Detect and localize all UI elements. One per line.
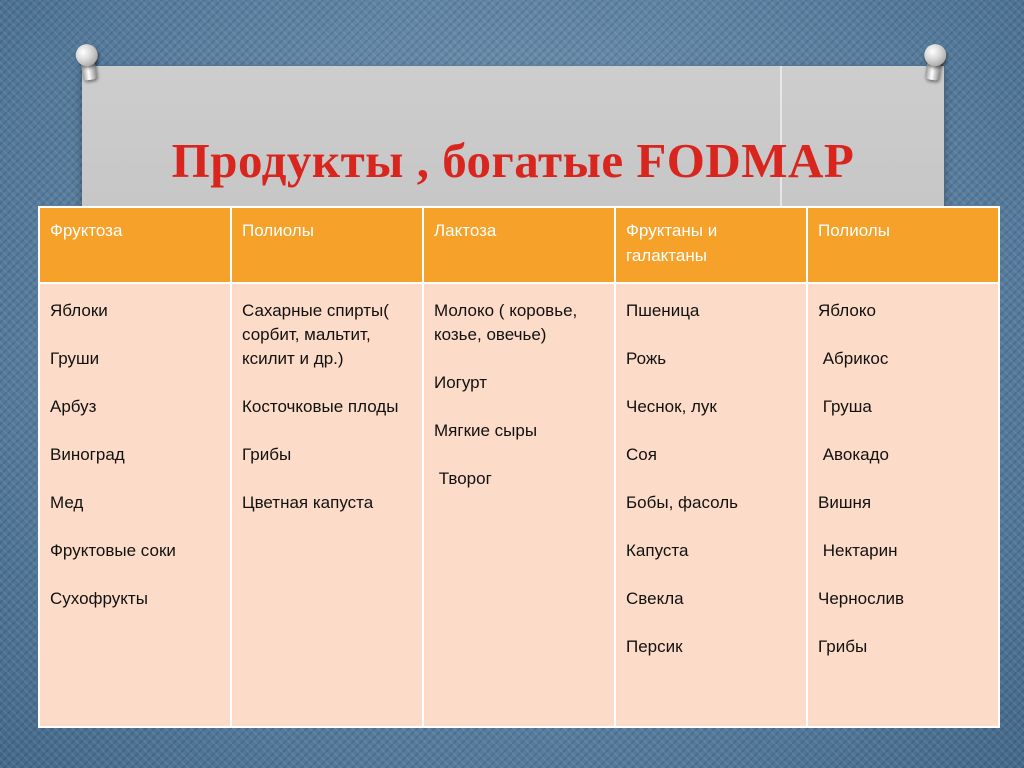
list-item: Чеснок, лук bbox=[626, 397, 717, 416]
pushpin-left-icon bbox=[71, 42, 104, 86]
slide-title: Продукты , богатые FODMAP bbox=[171, 133, 855, 188]
column-cell-polyols bbox=[231, 283, 423, 727]
list-item: Виноград bbox=[50, 445, 125, 464]
list-item: Соя bbox=[626, 445, 657, 464]
list-item: Яблоки bbox=[50, 301, 108, 320]
list-item: Арбуз bbox=[50, 397, 97, 416]
column-cell-lactose bbox=[423, 283, 615, 727]
column-header-polyols: Полиолы bbox=[231, 207, 423, 283]
list-item: Пшеница bbox=[626, 301, 700, 320]
list-item: Цветная капуста bbox=[242, 493, 374, 512]
list-item: Мед bbox=[50, 493, 84, 512]
list-item: Косточковые плоды bbox=[242, 397, 399, 416]
list-item: Персик bbox=[626, 637, 683, 656]
table-body-row bbox=[39, 283, 999, 727]
list-item: Яблоко bbox=[818, 301, 876, 320]
list-item: Чернослив bbox=[818, 589, 905, 608]
list-item: Молоко ( коровье, козье, овечье) bbox=[434, 301, 578, 344]
column-header-lactose: Лактоза bbox=[423, 207, 615, 283]
list-item: Фруктовые соки bbox=[50, 541, 176, 560]
list-item: Абрикос bbox=[818, 349, 889, 368]
list-item: Вишня bbox=[818, 493, 872, 512]
fodmap-table bbox=[38, 206, 1000, 728]
list-item: Сахарные спирты( сорбит, мальтит, ксилит и др.) bbox=[242, 301, 389, 368]
list-item: Свекла bbox=[626, 589, 684, 608]
column-cell-fructose bbox=[39, 283, 231, 727]
column-cell-polyols-fruits bbox=[807, 283, 999, 727]
list-item: Авокадо bbox=[818, 445, 889, 464]
list-item: Сухофрукты bbox=[50, 589, 148, 608]
list-item: Грибы bbox=[818, 637, 868, 656]
list-item: Грибы bbox=[242, 445, 292, 464]
column-header-fructans-galactans: Фруктаны и галактаны bbox=[615, 207, 807, 283]
list-item: Нектарин bbox=[818, 541, 898, 560]
column-header-polyols-fruits: Полиолы bbox=[807, 207, 999, 283]
pushpin-right-icon bbox=[917, 42, 950, 86]
column-header-fructose: Фруктоза bbox=[39, 207, 231, 283]
column-cell-fructans-galactans bbox=[615, 283, 807, 727]
list-item: Иогурт bbox=[434, 373, 488, 392]
list-item: Бобы, фасоль bbox=[626, 493, 739, 512]
list-item: Мягкие сыры bbox=[434, 421, 538, 440]
list-item: Капуста bbox=[626, 541, 689, 560]
list-item: Груши bbox=[50, 349, 100, 368]
table-header-row bbox=[39, 207, 999, 283]
list-item: Творог bbox=[434, 469, 492, 488]
list-item: Груша bbox=[818, 397, 872, 416]
list-item: Рожь bbox=[626, 349, 667, 368]
